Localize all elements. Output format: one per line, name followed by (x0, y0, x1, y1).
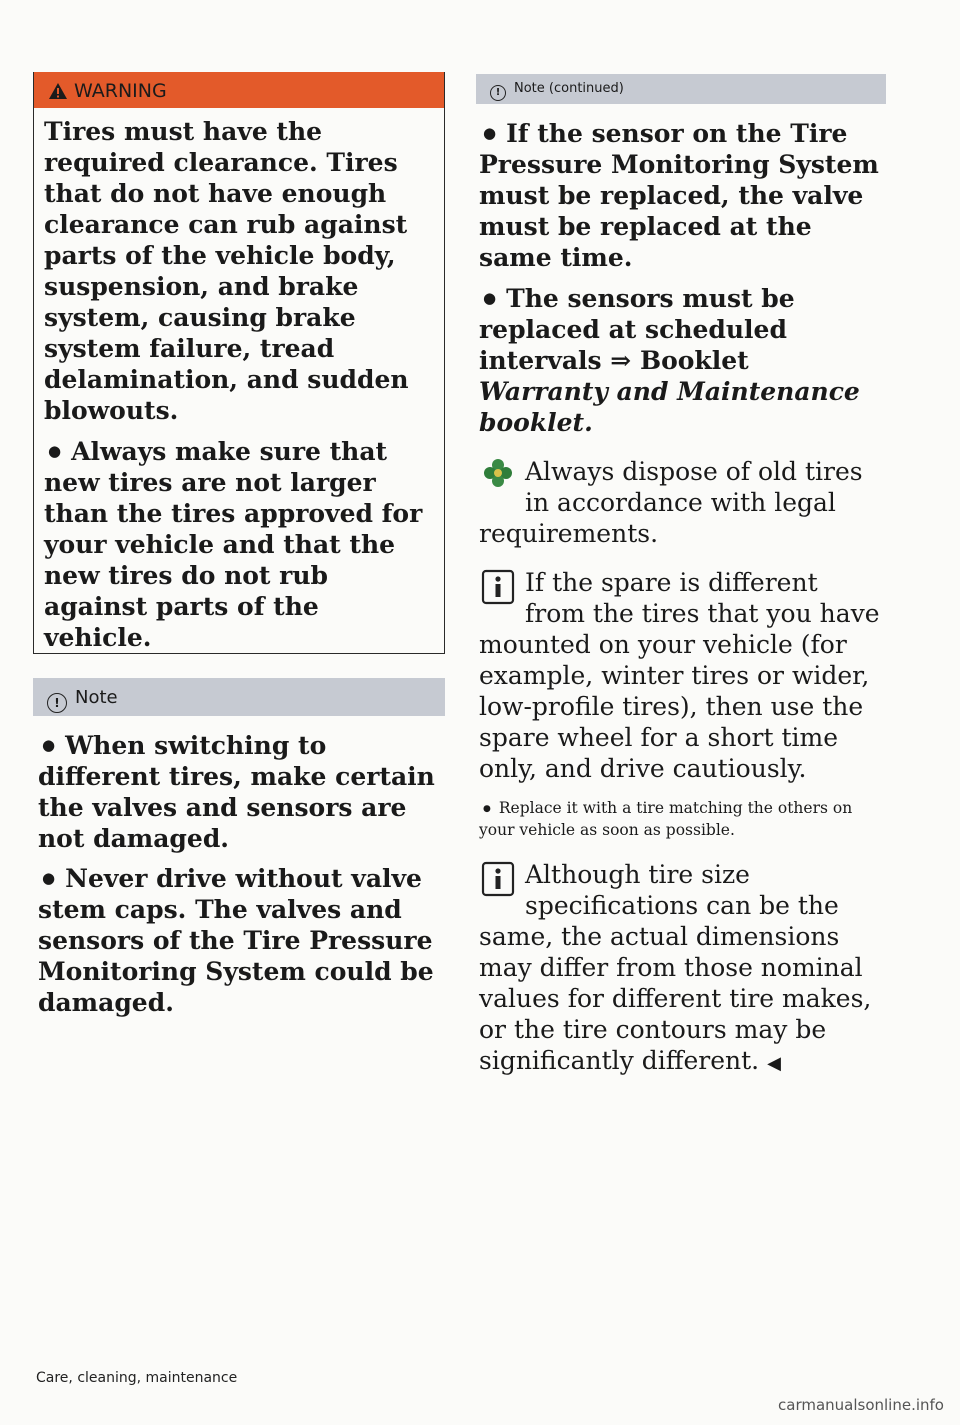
right-column (476, 74, 886, 1079)
note-continued-bullet-2-text: The sensors must be replaced at scheduled intervals ⇒ Booklet (479, 284, 795, 375)
info-book-icon (479, 567, 517, 623)
info-note-1 (479, 567, 883, 784)
environment-flower-icon (479, 456, 517, 512)
info-note-2 (479, 859, 883, 1079)
note-continued-bullet-1: ● If the sensor on the Tire Pressure Monitoring System must be replaced, the valve must be replaced at the same time. (479, 118, 883, 273)
note-bullet-2: ● Never drive without valve stem caps. The valves and sensors of the Tire Pressure Monitoring System could be damaged. (38, 863, 440, 1018)
note-body (33, 716, 445, 1018)
warning-triangle-icon (48, 75, 68, 113)
note-bullet-1: ● When switching to different tires, make certain the valves and sensors are not damaged. (38, 730, 440, 854)
watermark: carmanualsonline.info (778, 1396, 944, 1414)
note-continued-header (476, 74, 886, 104)
warning-bullet: ● Always make sure that new tires are not larger than the tires approved for your vehicle and that the new tires do not rub against parts of the vehicle. (44, 436, 434, 653)
warning-header (34, 72, 444, 108)
note-continued-heading: Note (continued) (514, 81, 624, 96)
end-marker: ◀ (767, 1053, 781, 1074)
note-continued-body (476, 104, 886, 1079)
page-footer: Care, cleaning, maintenance (36, 1370, 238, 1386)
note-circle-icon: ! (47, 693, 67, 713)
environment-note-text: Always dispose of old tires in accordance with legal requirements. (479, 457, 863, 548)
warning-heading: WARNING (74, 80, 167, 102)
note-continued-bullet-2-italic: Warranty and Maintenance booklet. (479, 377, 860, 437)
warning-box (33, 72, 445, 654)
warning-intro: Tires must have the required clearance. Tires that do not have enough clearance can rub against parts of the vehicle body, suspension, and brake system, causing brake system failure, tread delamination, and sudden blowouts. (44, 117, 409, 425)
environment-note (479, 456, 883, 549)
note-circle-icon: ! (490, 85, 506, 101)
warning-body (34, 108, 444, 653)
info-note-1-text: If the spare is different from the tires that you have mounted on your vehicle (for example, winter tires or wider, low-profile tires), then use the spare wheel for a short time only, and drive cautiously. (479, 568, 880, 783)
note-header (33, 678, 445, 716)
left-column (33, 72, 445, 1018)
info-note-2-text: Although tire size specifications can be the same, the actual dimensions may differ from those nominal values for different tire makes, or the tire contours may be significantly different. (479, 860, 872, 1075)
note-heading: Note (75, 687, 118, 708)
note-continued-bullet-2 (479, 283, 883, 438)
info-book-icon (479, 859, 517, 915)
info-note-1-bullet: ● Replace it with a tire matching the others on your vehicle as soon as possible. (479, 798, 883, 841)
